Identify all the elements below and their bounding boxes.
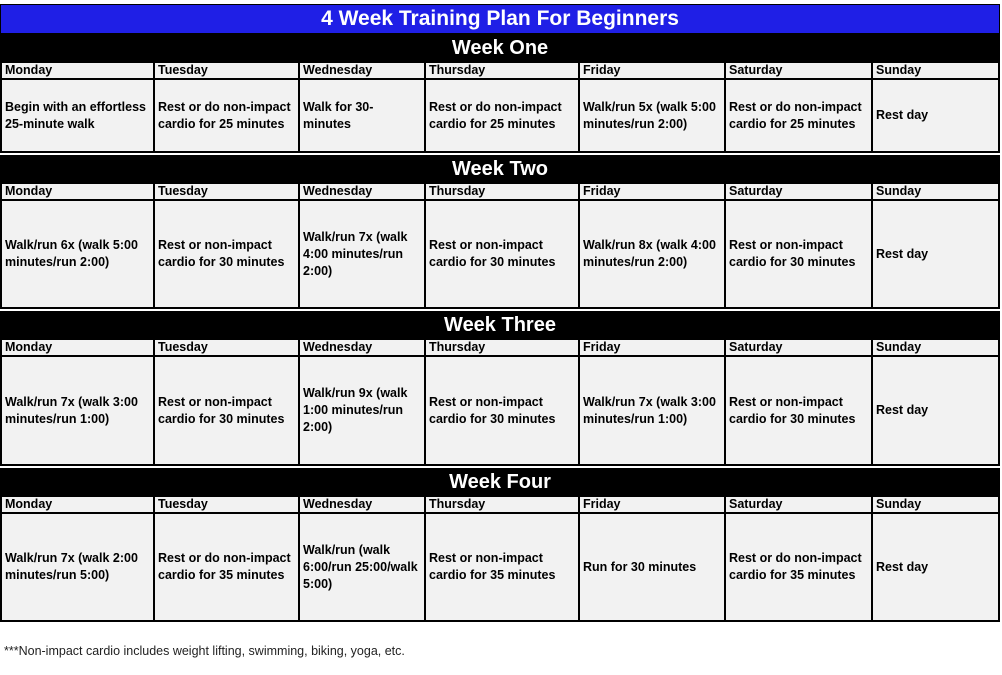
day-plan-cell: Rest or non-impact cardio for 30 minutes — [426, 357, 580, 466]
day-plan-cell: Begin with an effortless 25-minute walk — [0, 80, 155, 153]
day-name-cell: Wednesday — [300, 63, 426, 80]
day-plan-cell: Rest day — [873, 80, 1000, 153]
week-block — [0, 155, 1000, 309]
day-plan-cell: Walk/run 7x (walk 3:00 minutes/run 1:00) — [0, 357, 155, 466]
day-name-cell: Tuesday — [155, 497, 300, 514]
day-plan-cell: Walk/run 7x (walk 4:00 minutes/run 2:00) — [300, 201, 426, 309]
day-name-cell: Friday — [580, 184, 726, 201]
day-names-row — [0, 497, 1000, 514]
week-block — [0, 468, 1000, 622]
day-name-cell: Monday — [0, 184, 155, 201]
day-plan-cell: Run for 30 minutes — [580, 514, 726, 622]
day-name-cell: Saturday — [726, 340, 873, 357]
day-plans-row — [0, 201, 1000, 309]
day-name-cell: Saturday — [726, 63, 873, 80]
day-plan-cell: Walk/run 7x (walk 2:00 minutes/run 5:00) — [0, 514, 155, 622]
day-plan-cell: Rest or do non-impact cardio for 25 minutes — [726, 80, 873, 153]
day-plan-cell: Rest or do non-impact cardio for 35 minutes — [155, 514, 300, 622]
day-name-cell: Monday — [0, 497, 155, 514]
day-name-cell: Sunday — [873, 184, 1000, 201]
day-name-cell: Friday — [580, 63, 726, 80]
week-header: Week Four — [0, 468, 1000, 497]
day-name-cell: Saturday — [726, 184, 873, 201]
day-plans-row — [0, 80, 1000, 153]
day-plan-cell: Rest or non-impact cardio for 30 minutes — [726, 201, 873, 309]
day-name-cell: Monday — [0, 340, 155, 357]
week-block — [0, 311, 1000, 466]
day-plan-cell: Rest or do non-impact cardio for 25 minutes — [155, 80, 300, 153]
day-name-cell: Wednesday — [300, 497, 426, 514]
day-name-cell: Wednesday — [300, 184, 426, 201]
day-plan-cell: Rest or non-impact cardio for 30 minutes — [155, 201, 300, 309]
day-plan-cell: Rest day — [873, 357, 1000, 466]
day-name-cell: Friday — [580, 497, 726, 514]
day-name-cell: Tuesday — [155, 340, 300, 357]
day-plans-row — [0, 514, 1000, 622]
day-plan-cell: Rest day — [873, 514, 1000, 622]
day-plan-cell: Rest or non-impact cardio for 30 minutes — [155, 357, 300, 466]
day-plan-cell: Rest or non-impact cardio for 30 minutes — [426, 201, 580, 309]
day-name-cell: Sunday — [873, 497, 1000, 514]
day-plan-cell: Rest or non-impact cardio for 30 minutes — [726, 357, 873, 466]
day-plan-cell: Walk/run 8x (walk 4:00 minutes/run 2:00) — [580, 201, 726, 309]
day-name-cell: Monday — [0, 63, 155, 80]
week-block — [0, 34, 1000, 153]
day-plan-cell: Rest day — [873, 201, 1000, 309]
day-name-cell: Tuesday — [155, 63, 300, 80]
day-name-cell: Sunday — [873, 63, 1000, 80]
day-names-row — [0, 63, 1000, 80]
day-names-row — [0, 340, 1000, 357]
week-header: Week One — [0, 34, 1000, 63]
day-names-row — [0, 184, 1000, 201]
week-header: Week Two — [0, 155, 1000, 184]
day-plans-row — [0, 357, 1000, 466]
day-name-cell: Tuesday — [155, 184, 300, 201]
day-name-cell: Thursday — [426, 340, 580, 357]
day-name-cell: Saturday — [726, 497, 873, 514]
week-header: Week Three — [0, 311, 1000, 340]
day-name-cell: Friday — [580, 340, 726, 357]
day-plan-cell: Rest or non-impact cardio for 35 minutes — [426, 514, 580, 622]
day-name-cell: Thursday — [426, 184, 580, 201]
day-plan-cell: Rest or do non-impact cardio for 25 minutes — [426, 80, 580, 153]
day-plan-cell: Rest or do non-impact cardio for 35 minutes — [726, 514, 873, 622]
day-plan-cell: Walk/run 7x (walk 3:00 minutes/run 1:00) — [580, 357, 726, 466]
day-plan-cell: Walk/run 5x (walk 5:00 minutes/run 2:00) — [580, 80, 726, 153]
day-name-cell: Thursday — [426, 497, 580, 514]
day-name-cell: Sunday — [873, 340, 1000, 357]
day-plan-cell: Walk for 30-minutes — [300, 80, 426, 153]
footnote: ***Non-impact cardio includes weight lifting, swimming, biking, yoga, etc. — [4, 644, 405, 658]
day-plan-cell: Walk/run 9x (walk 1:00 minutes/run 2:00) — [300, 357, 426, 466]
day-name-cell: Thursday — [426, 63, 580, 80]
day-name-cell: Wednesday — [300, 340, 426, 357]
day-plan-cell: Walk/run (walk 6:00/run 25:00/walk 5:00) — [300, 514, 426, 622]
day-plan-cell: Walk/run 6x (walk 5:00 minutes/run 2:00) — [0, 201, 155, 309]
plan-title: 4 Week Training Plan For Beginners — [0, 4, 1000, 34]
